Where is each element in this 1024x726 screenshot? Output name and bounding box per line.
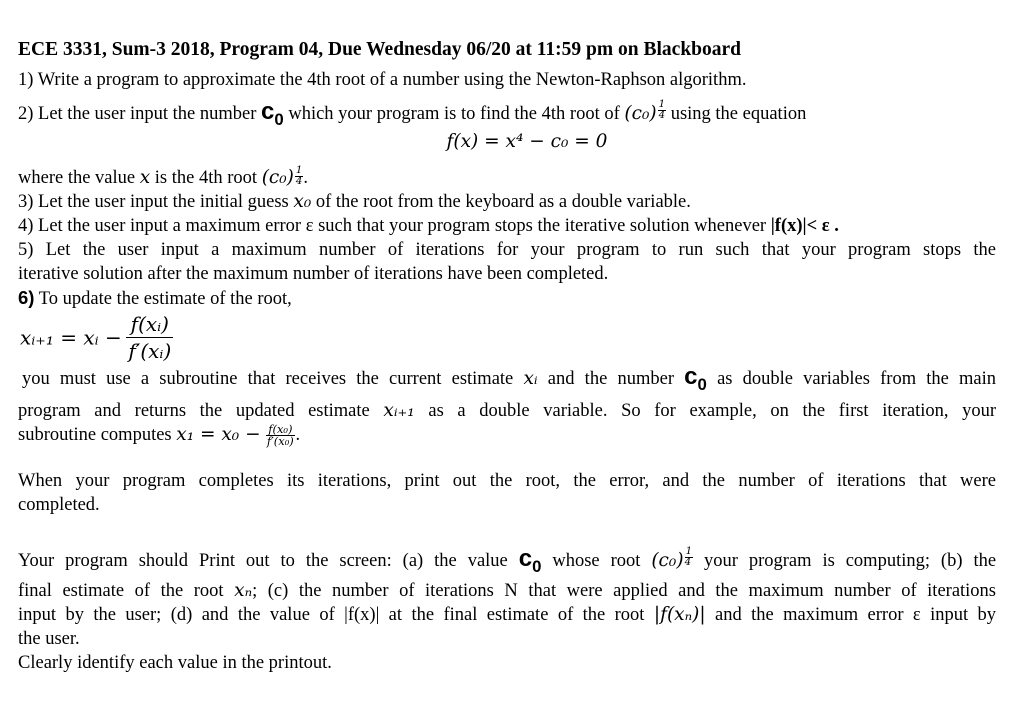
root-expression: (c₀) $\frac{1}{4}$: [624, 99, 666, 124]
item-2: [18, 100, 996, 132]
c0-symbol: $c_0$: [261, 98, 284, 129]
item-2-prefix: 2) Let the user input the number: [18, 104, 257, 124]
item-1: 1) Write a program to approximate the 4th root of a number using the Newton-Raphson algorithm.: [18, 70, 747, 90]
print-line-3: input by the user; (d) and the value of |f(x)| at the final estimate of the root |f(xₙ)| and the maximum error ε input by: [18, 604, 997, 626]
final-line: Clearly identify each value in the printout.: [18, 653, 332, 674]
item-2-suffix: using the equation: [670, 104, 807, 124]
item-4: 4) Let the user input a maximum error ε such that your program stops the iterative solution whenever |f(x)|< ε .: [18, 215, 839, 236]
item-5-line-1: 5) Let the user input a maximum number of iterations for your program to run such that your program stops the: [18, 239, 996, 260]
c0-symbol: $c_0$: [518, 545, 542, 577]
subroutine-line-1: you must use a subroutine that receives the current estimate xᵢ and the number $c_0$ as double variables from the main: [22, 362, 997, 394]
completion-line-1: When your program completes its iterations, print out the root, the error, and the number of iterations that were: [18, 471, 996, 492]
print-line-4: the user.: [18, 629, 80, 650]
subroutine-line-2: program and returns the updated estimate xᵢ₊₁ as a double variable. So for example, on the first iteration, your: [18, 399, 997, 421]
item-2-mid: which your program is to find the 4th root of: [288, 104, 620, 124]
c0-symbol: $c_0$: [684, 362, 707, 394]
item-6: 6) To update the estimate of the root,: [18, 286, 292, 309]
equation: f(x) = x⁴ − c₀ = 0: [446, 130, 608, 152]
where-line: where the value x is the 4th root (c₀) $\frac{1}{4}$ .: [18, 164, 308, 188]
root-expression: (c₀) $\frac{1}{4}$: [261, 164, 303, 188]
print-line-2: final estimate of the root xₙ; (c) the number of iterations N that were applied and the maximum number of iterations: [18, 580, 997, 602]
subroutine-line-3: subroutine computes x₁ = x₀ − $\frac{\text{f(x₀)}}{\text{f′(x₀)}}$ .: [18, 421, 301, 448]
item-5-line-2: iterative solution after the maximum number of iterations have been completed.: [18, 263, 609, 284]
assignment-document: [18, 38, 996, 675]
root-expression: (c₀) $\frac{1}{4}$: [651, 546, 693, 572]
update-formula: xᵢ₊₁ = xᵢ − $\frac{\text{f(xᵢ)}}{\text{f′(xᵢ)}}$: [20, 311, 172, 363]
item-3: 3) Let the user input the initial guess x₀ of the root from the keyboard as a double variable.: [18, 190, 691, 212]
completion-line-2: completed.: [18, 495, 100, 516]
document-title: ECE 3331, Sum-3 2018, Program 04, Due Wednesday 06/20 at 11:59 pm on Blackboard: [18, 39, 742, 60]
print-line-1: Your program should Print out to the screen: (a) the value $c_0$ whose root (c₀) $\frac{1}{4}$ your program is computing; (b) the: [18, 545, 997, 577]
